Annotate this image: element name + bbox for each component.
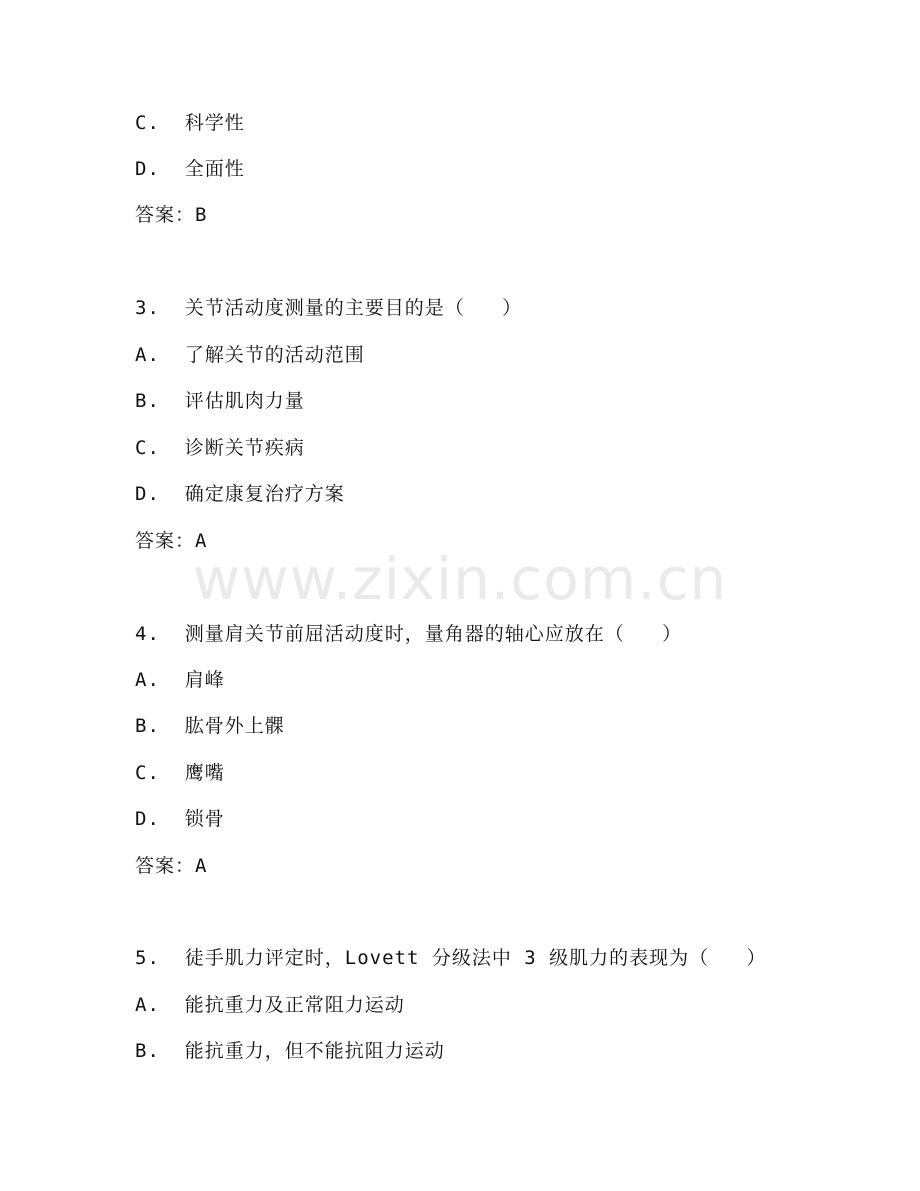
q2-option-c: C. 科学性 [135, 112, 245, 134]
q4-answer: 答案：A [135, 855, 208, 877]
q3-option-b: B. 评估肌肉力量 [135, 390, 305, 412]
q3-option-a: A. 了解关节的活动范围 [135, 344, 365, 366]
watermark: www.zixin.com.cn [192, 545, 728, 613]
q4-option-b: B. 肱骨外上髁 [135, 715, 285, 737]
q2-answer: 答案：B [135, 204, 208, 226]
q2-option-d: D. 全面性 [135, 158, 245, 180]
q4-option-d: D. 锁骨 [135, 808, 225, 830]
q5-option-b: B. 能抗重力，但不能抗阻力运动 [135, 1040, 445, 1062]
q3-option-c: C. 诊断关节疾病 [135, 437, 305, 459]
q3-option-d: D. 确定康复治疗方案 [135, 483, 345, 505]
q4-option-c: C. 鹰嘴 [135, 762, 225, 784]
q3-answer: 答案：A [135, 530, 208, 552]
q3-question: 3. 关节活动度测量的主要目的是（ ） [135, 297, 523, 319]
q4-option-a: A. 肩峰 [135, 669, 225, 691]
q5-question: 5. 徒手肌力评定时，Lovett 分级法中 3 级肌力的表现为（ ） [135, 947, 767, 969]
q5-option-a: A. 能抗重力及正常阻力运动 [135, 994, 405, 1016]
q4-question: 4. 测量肩关节前屈活动度时，量角器的轴心应放在（ ） [135, 623, 683, 645]
